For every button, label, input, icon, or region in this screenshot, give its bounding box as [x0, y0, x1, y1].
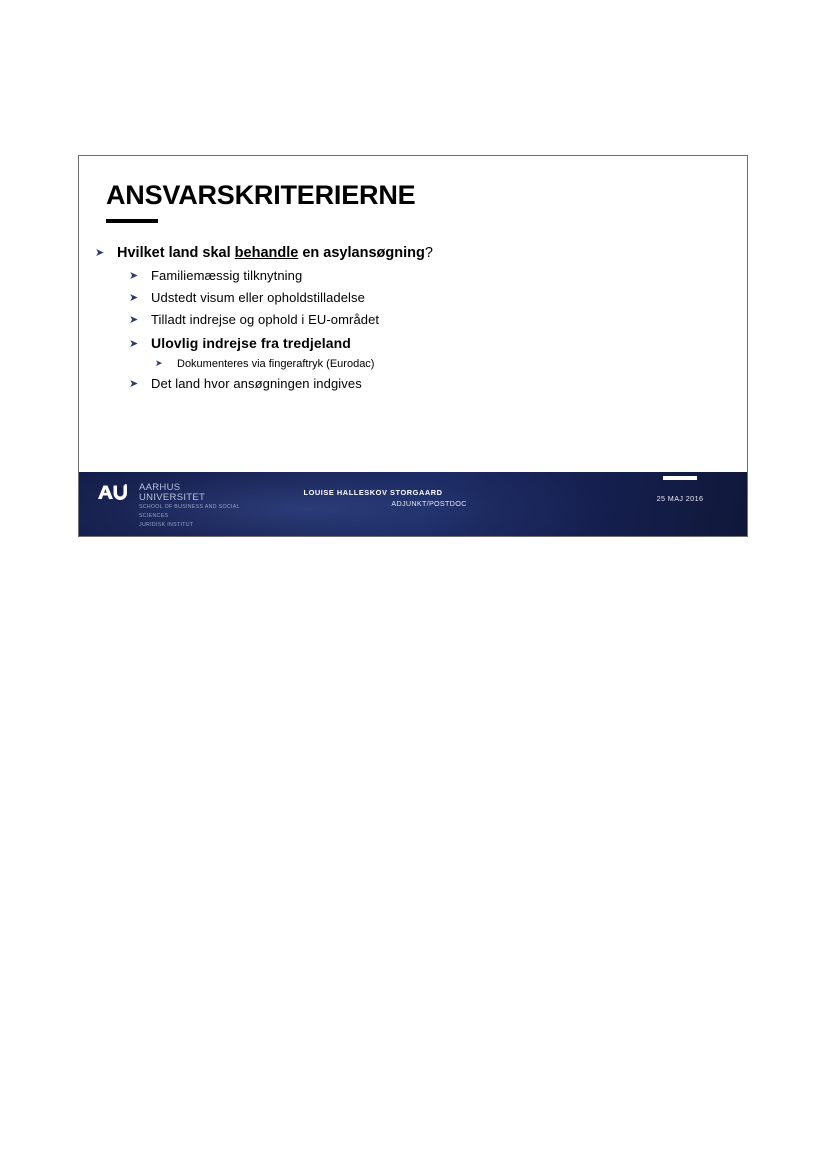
arrow-bullet-icon: ➤	[95, 246, 105, 259]
slide-date: 25 MAJ 2016	[656, 494, 704, 503]
presenter-name: LOUISE HALLESKOV STORGAARD	[303, 488, 443, 497]
footer-date-block	[635, 476, 725, 503]
arrow-bullet-icon: ➤	[129, 336, 139, 350]
arrow-bullet-icon: ➤	[129, 269, 139, 283]
bullet-item-family-ties	[93, 268, 737, 285]
bullet-text	[117, 244, 737, 262]
bullet-text-suffix: ?	[424, 245, 433, 261]
org-line-3: SCHOOL OF BUSINESS AND SOCIAL	[139, 503, 240, 510]
bullet-item-visa-residence	[93, 290, 737, 307]
bullet-text: Familiemæssig tilknytning	[151, 268, 303, 284]
bullet-text-underlined: behandle	[234, 245, 299, 261]
title-underline-rule	[106, 219, 158, 223]
bullet-text: Det land hvor ansøgningen indgives	[151, 376, 362, 392]
bullet-item-country-of-application	[93, 376, 737, 393]
bullet-item-illegal-entry	[93, 334, 737, 352]
bullet-item-eurodac	[93, 357, 737, 371]
page-title: ANSVARSKRITERIERNE	[106, 180, 416, 210]
bullet-text: Udstedt visum eller opholdstilladelse	[151, 290, 365, 306]
dash-mark-icon	[663, 476, 697, 480]
bullet-text-after: en asylansøgning	[298, 245, 425, 261]
bullet-text: Tilladt indrejse og ophold i EU-området	[151, 311, 380, 327]
arrow-bullet-icon: ➤	[129, 291, 139, 305]
bullet-text-before: Hvilket land skal	[117, 245, 235, 261]
bullet-list	[93, 244, 737, 398]
arrow-bullet-icon: ➤	[129, 377, 139, 391]
slide-footer-bar	[79, 472, 747, 536]
slide-title-block	[106, 181, 706, 223]
arrow-bullet-icon: ➤	[155, 358, 163, 369]
org-line-4: SCIENCES	[139, 512, 169, 519]
bullet-text: Ulovlig indrejse fra tredjeland	[151, 334, 351, 351]
presenter-role: ADJUNKT/POSTDOC	[391, 499, 467, 508]
bullet-item-main-question	[93, 244, 737, 262]
org-line-5: JURIDISK INSTITUT	[139, 521, 194, 528]
org-line-1: AARHUS	[139, 482, 181, 493]
org-line-2: UNIVERSITET	[139, 491, 206, 503]
arrow-bullet-icon: ➤	[129, 312, 139, 326]
presentation-slide	[78, 155, 748, 537]
bullet-item-permitted-entry	[93, 312, 737, 329]
bullet-text: Dokumenteres via fingeraftryk (Eurodac)	[177, 357, 375, 370]
